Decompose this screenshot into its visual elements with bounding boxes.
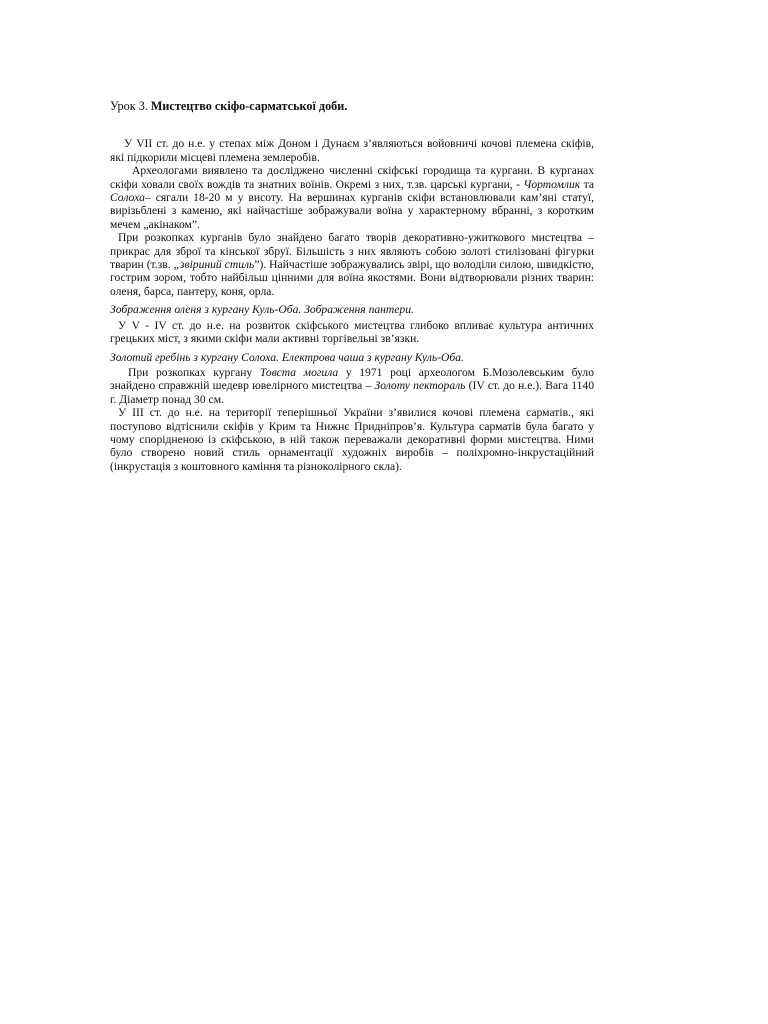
- kurgans-text-a: Археологами виявлено та досліджено численні скіфські городища та кургани. В курганах скіфи ховали своїх вождів та знатних воїнів. Окремі з них, т.зв. царські кургани, -: [110, 164, 594, 191]
- lesson-title-text: Мистецтво скіфо-сарматської доби.: [150, 99, 348, 113]
- paragraph-scythians-arrival: У VII ст. до н.е. у степах між Доном і Дунаєм з’являються войовничі кочові племена скіфів, які підкорили місцеві племена землеробів.: [110, 137, 594, 164]
- artifact-name-pectoral: Золоту пектораль: [374, 379, 466, 393]
- pectoral-text-b: у 1971 році археологом Б.Мозолевським було знайдено справжній шедевр ювелірного мистецтва –: [110, 365, 594, 393]
- caption-deer-panther: Зображення оленя з кургану Куль-Оба. Зображення пантери.: [110, 303, 414, 317]
- pectoral-text-c: (IV ст. до н.е.). Вага 1140 г. Діаметр понад 30 см.: [110, 379, 594, 406]
- animal-style-text-b: ”). Найчастіше зображувались звірі, що володіли силою, швидкістю, гострим зором, тобто найбільш цінними для воїна якостями. Вони відтворювали різних тварин: оленя, барса, пантеру, коня, орла.: [110, 258, 594, 298]
- kurgan-name-solokha: Солоха: [110, 191, 145, 205]
- paragraph-animal-style: [110, 231, 594, 298]
- paragraph-sarmatians: У ІІІ ст. до н.е. на території теперішньої України з’явилися кочові племена сарматів., які поступово відтіснили скіфів у Крим та Нижнє Придніпров’я. Культура сарматів була багато у чому спорідненою із скіфською, в ній також переважали декоративні форми мистецтва. Ними було створено новий стиль орнаментації художніх виробів – поліхромно-інкрустаційний (інкрустація з коштовного каміння та різноколірного скла).: [110, 406, 594, 473]
- paragraph-pectoral: [110, 366, 594, 406]
- animal-style-text-a: При розкопках курганів було знайдено багато творів декоративно-ужиткового мистецтва – прикрас для зброї та кінської збруї. Більшість з них являють собою золоті стилізовані фігурки тварин (т.зв.: [110, 231, 594, 272]
- paragraph-greek-influence: У V - IV ст. до н.е. на розвиток скіфського мистецтва глибоко впливає культура античних грецьких міст, з якими скіфи мали активні торгівельні зв’язки.: [110, 318, 594, 346]
- caption-comb-bowl: Золотий гребінь з кургану Солоха. Електрова чаша з кургану Куль-Оба.: [110, 350, 464, 364]
- animal-style-term: „звіриний стиль: [173, 258, 255, 272]
- kurgan-name-chortomlyk: Чортомлик: [523, 177, 581, 191]
- kurgans-text-c: – сягали 18-20 м у висоту. На вершинах курганів скіфи встановлювали кам’яні статуї, вирізьблені з каменю, які найчастіше зображували воїна у характерному вбранні, з коротким мечем „акінаком”.: [110, 191, 594, 231]
- lesson-title: [110, 100, 594, 113]
- kurgans-text-b: та: [580, 177, 594, 191]
- document-page: [110, 100, 594, 473]
- lesson-title-prefix: Урок 3.: [110, 99, 151, 113]
- paragraph-kurgans: [110, 164, 594, 231]
- pectoral-text-a: При розкопках кургану: [128, 365, 260, 379]
- kurgan-name-tovsta-mohyla: Товста могила: [259, 365, 339, 379]
